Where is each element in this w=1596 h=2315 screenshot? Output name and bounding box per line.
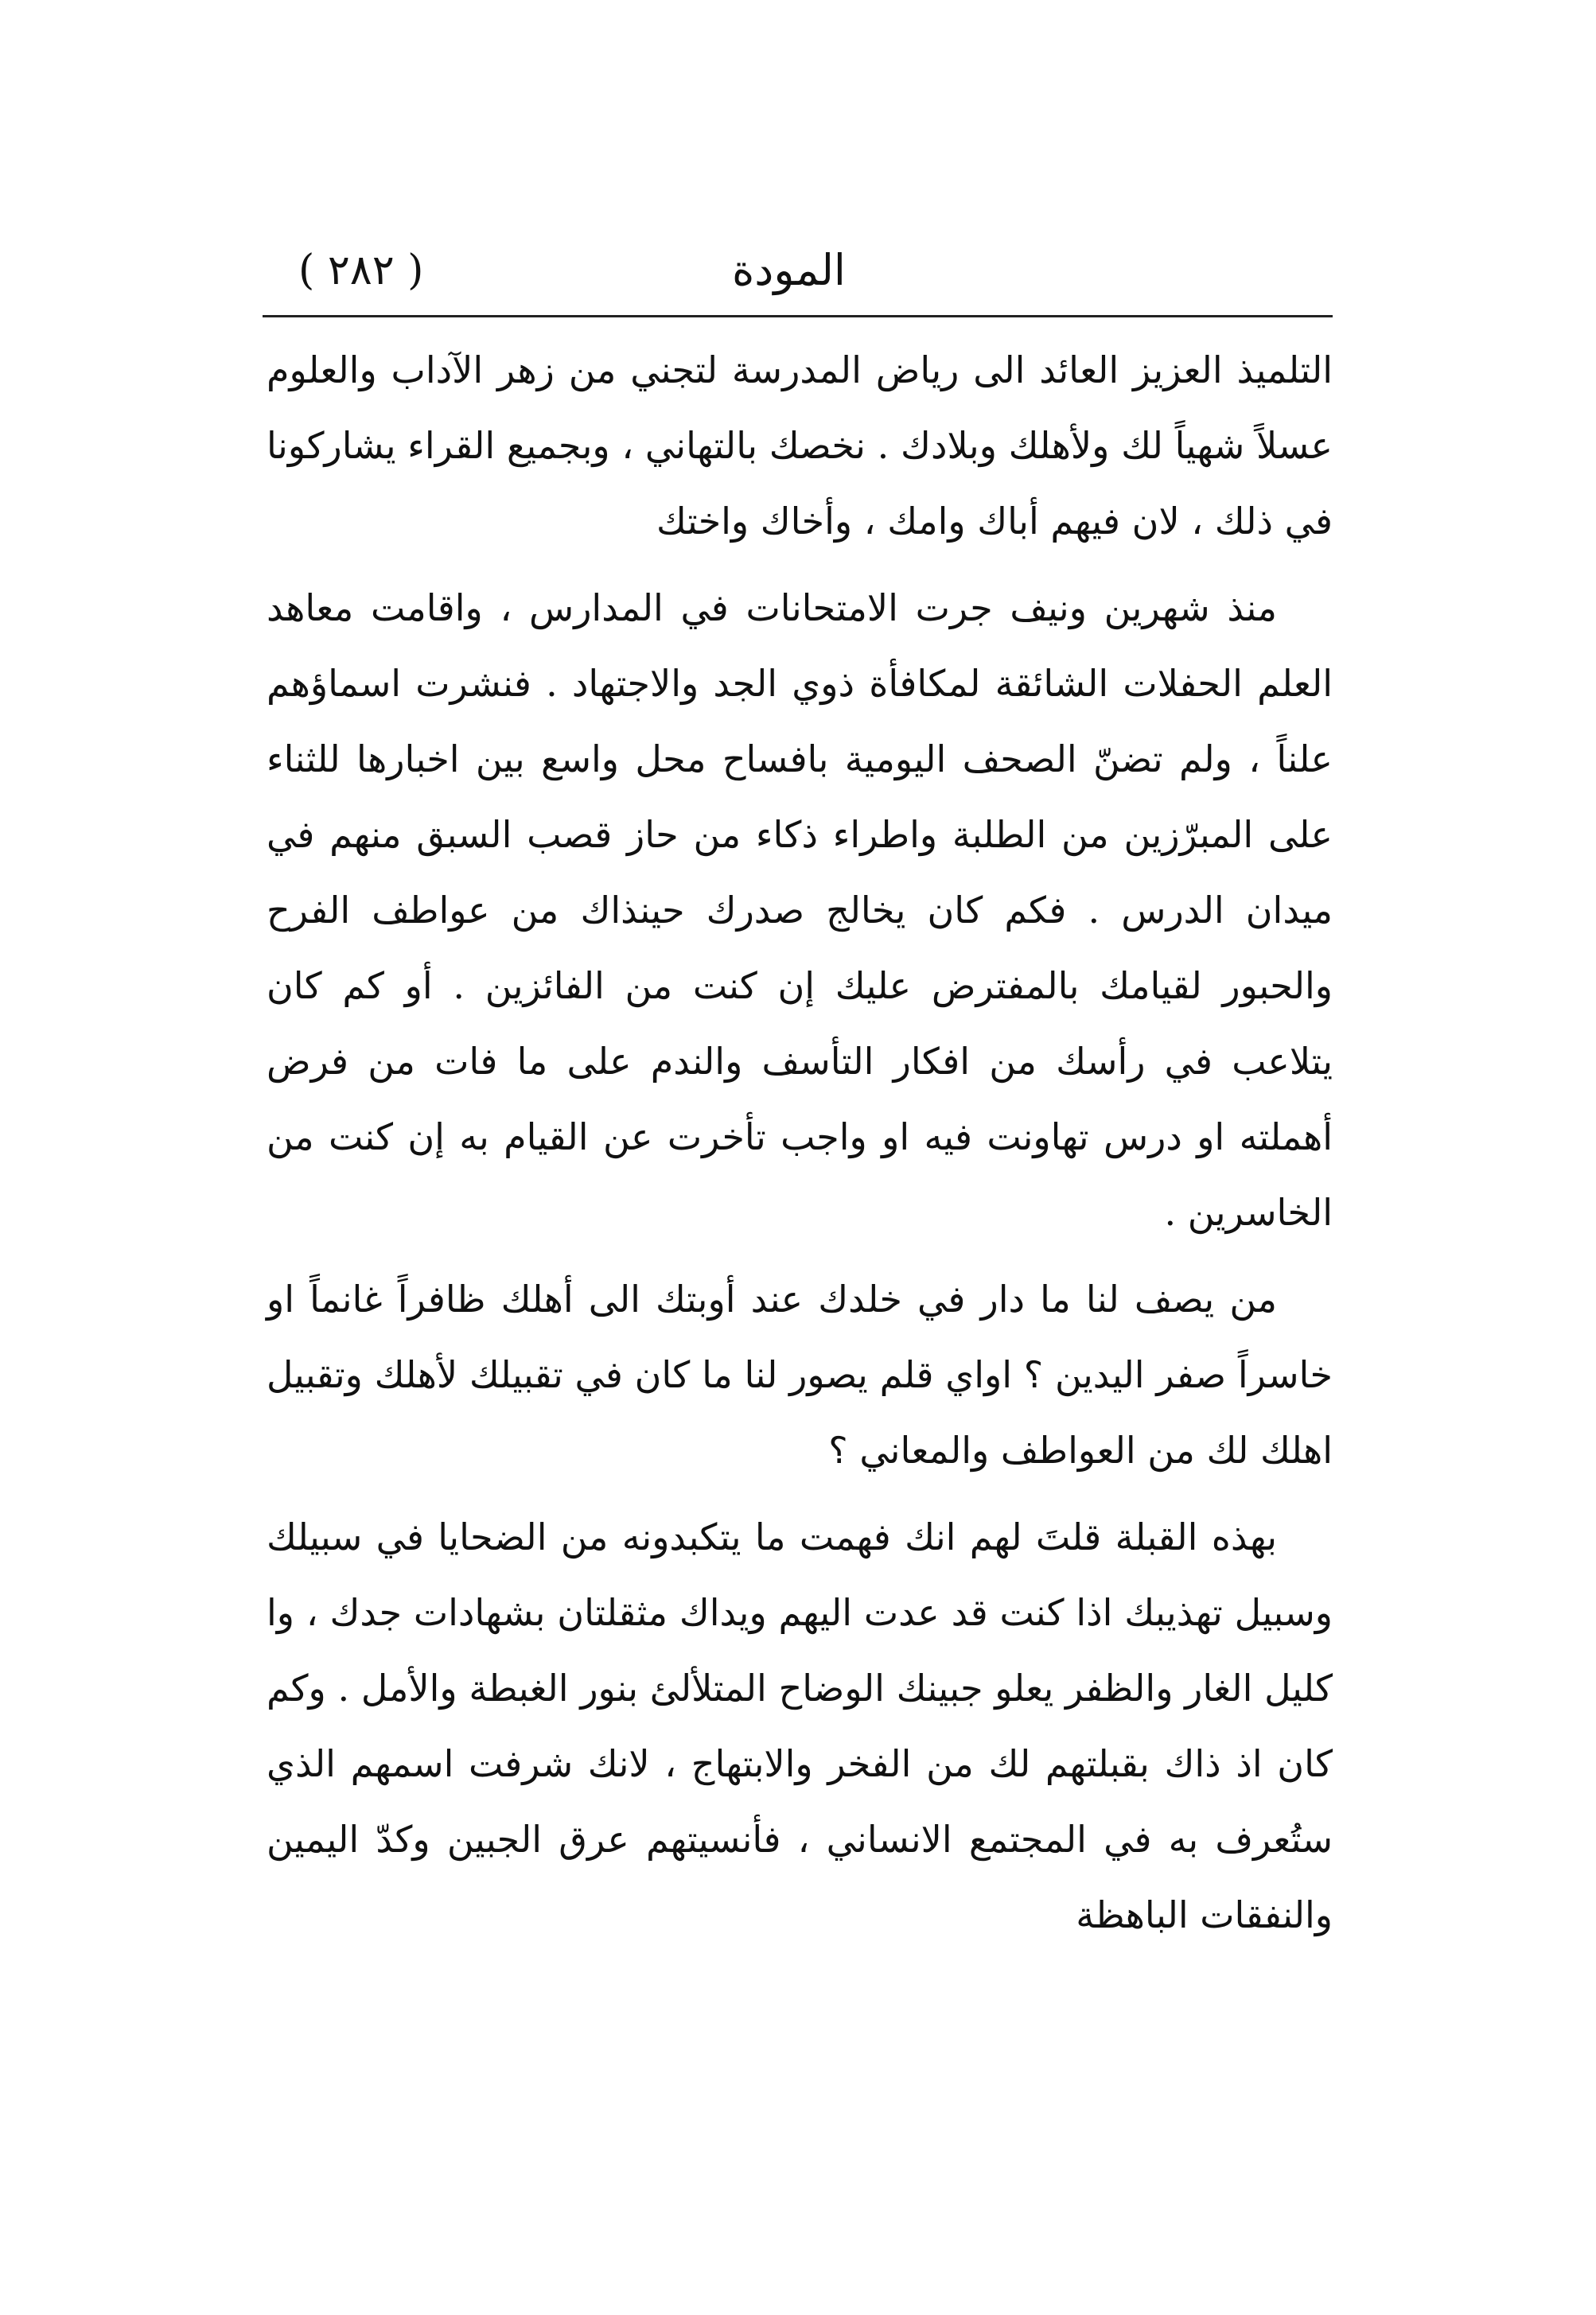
paragraph-4: بهذه القبلة قلتَ لهم انك فهمت ما يتكبدونه من الضحايا في سبيلك وسبيل تهذيبك اذا كنت قد عدت اليهم ويداك مثقلتان بشهادات جدك ، وا كليل الغار والظفر يعلو جبينك الوضاح المتلألئ بنور الغبطة والأمل . وكم كان اذ ذاك بقبلتهم لك من الفخر والابتهاج ، لانك شرفت اسمهم الذي ستُعرف به في المجتمع الانساني ، فأنسيتهم عرق الجبين وكدّ اليمين والنفقات الباهظة <box>267 1515 1333 1936</box>
paragraph-3: من يصف لنا ما دار في خلدك عند أوبتك الى أهلك ظافراً غانماً او خاسراً صفر اليدين ؟ اواي قلم يصور لنا ما كان في تقبيلك لأهلك وتقبيل اهلك لك من العواطف والمعاني ؟ <box>267 1278 1333 1472</box>
paragraph-1: التلميذ العزيز العائد الى رياض المدرسة لتجني من زهر الآداب والعلوم عسلاً شهياً لك ولأهلك وبلادك . نخصك بالتهاني ، وبجميع القراء يشاركونا في ذلك ، لان فيهم أباك وامك ، وأخاك واختك <box>267 348 1333 543</box>
paragraph-2: منذ شهرين ونيف جرت الامتحانات في المدارس ، واقامت معاهد العلم الحفلات الشائقة لمكافأة ذوي الجد والاجتهاد . فنشرت اسماؤهم علناً ، ولم تضنّ الصحف اليومية بافساح محل واسع بين اخبارها للثناء على المبرّزين من الطلبة واطراء ذكاء من حاز قصب السبق منهم في ميدان الدرس . فكم كان يخالج صدرك حينذاك من عواطف الفرح والحبور لقيامك بالمفترض عليك إن كنت من الفائزين . أو كم كان يتلاعب في رأسك من افكار التأسف والندم على ما فات من فرض أهملته او درس تهاونت فيه او واجب تأخرت عن القيام به إن كنت من الخاسرين . <box>267 586 1333 1234</box>
header-rule <box>263 315 1333 317</box>
running-title: المودة <box>732 245 846 295</box>
page-header <box>263 239 1329 302</box>
body-text <box>267 333 1333 1964</box>
page-number: ( ٢٨٢ ) <box>298 247 424 294</box>
